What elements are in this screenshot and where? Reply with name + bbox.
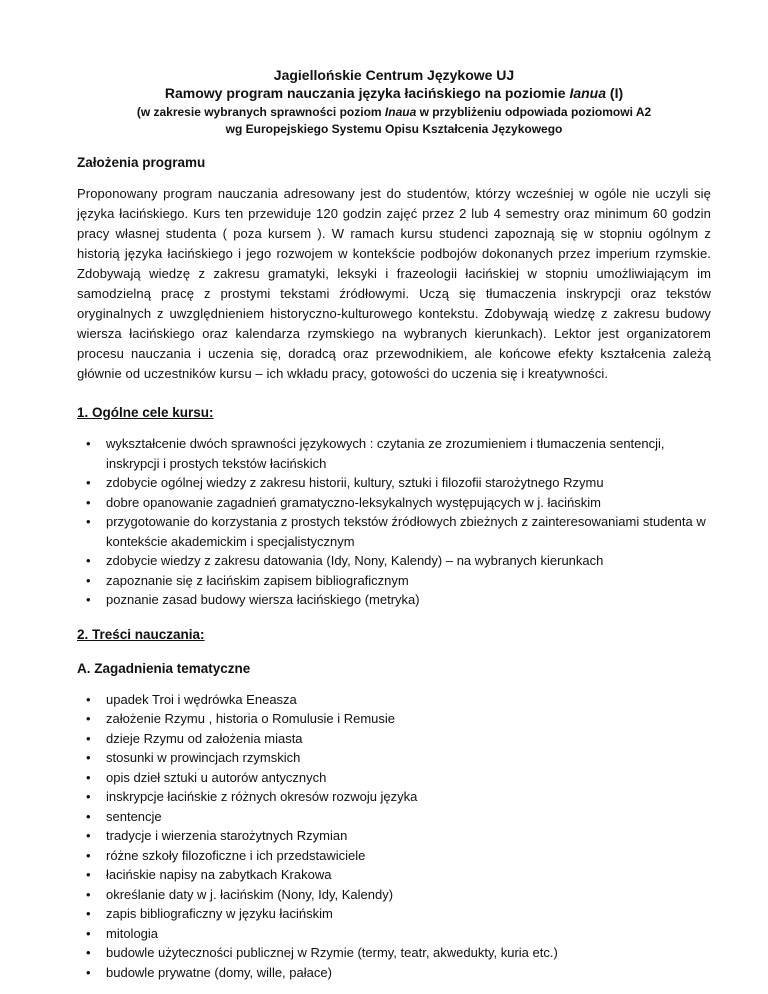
bullet-icon: • — [86, 925, 91, 941]
bullet-icon: • — [86, 886, 91, 902]
list-item-text: zapoznanie się z łacińskim zapisem bibliograficznym — [106, 572, 409, 588]
list-item — [77, 943, 711, 963]
list-item-text: poznanie zasad budowy wiersza łacińskiego (metryka) — [106, 592, 420, 607]
bullet-icon: • — [86, 711, 91, 726]
list-item — [77, 787, 711, 807]
list-item — [77, 590, 711, 610]
list-item-text: różne szkoły filozoficzne i ich przedstawiciele — [106, 847, 366, 863]
subsection-title-tematy: A. Zagadnienia tematyczne — [77, 660, 251, 676]
section-title-cele: 1. Ogólne cele kursu: — [77, 405, 214, 420]
institution-title: Jagiellońskie Centrum Językowe UJ — [273, 67, 515, 83]
list-item — [77, 748, 711, 768]
bullet-icon: • — [86, 964, 91, 980]
list-item — [77, 551, 711, 571]
bullet-icon: • — [86, 730, 91, 746]
list-item-text: dobre opanowanie zagadnień gramatyczno-leksykalnych występujących w j. łacińskim — [106, 494, 601, 510]
bullet-icon: • — [86, 769, 91, 785]
list-item — [77, 512, 711, 551]
list-item-text: zapis bibliograficzny w języku łacińskim — [106, 906, 333, 921]
bullet-icon: • — [86, 789, 91, 804]
bullet-icon: • — [86, 572, 91, 588]
list-item — [77, 473, 711, 493]
list-item — [77, 826, 711, 846]
list-item-text: stosunki w prowincjach rzymskich — [106, 750, 301, 765]
bullet-icon: • — [86, 475, 91, 490]
bullet-icon: • — [86, 691, 91, 707]
section-text-zalozenia: Proponowany program nauczania adresowany jest do studentów, którzy wcześniej w ogóle nie uczyli się języka łacińskiego. Kurs ten przewiduje 120 godzin zajęć przez 2 lub 4 semestry oraz minimum 60 godzin pracy własnej studenta ( poza kursem ). W ramach kursu studenci zapoznają się w stopniu ogólnym z historią języka łacińskiego i jego rozwojem w kontekście podbojów dokonanych przez imperium rzymskie. Zdobywają wiedzę z zakresu gramatyki, leksyki i frazeologii łacińskiej w stopniu umożliwiającym im samodzielną pracę z prostymi tekstami źródłowymi. Uczą się tłumaczenia inskrypcji oraz tekstów oryginalnych z uwzględnieniem historyczno-kulturowego kontekstu. Zdobywają wiedzę z zakresu budowy wiersza łacińskiego oraz kalendarza rzymskiego na wybranych kierunkach). Lektor jest organizatorem procesu nauczania i uczenia się, doradcą oraz przewodnikiem, ale końcowe efekty kształcenia zależą głównie od uczestników kursu – ich wkładu pracy, gotowości do uczenia się i kreatywności. — [77, 186, 711, 381]
list-item — [77, 807, 711, 827]
list-item-text: budowle prywatne (domy, wille, pałace) — [106, 964, 332, 980]
bullet-icon: • — [86, 514, 91, 529]
section-title-zalozenia: Założenia programu — [77, 155, 206, 170]
list-item — [77, 571, 711, 591]
list-item — [77, 493, 711, 513]
bullet-icon: • — [86, 494, 91, 510]
list-item — [77, 690, 711, 710]
cele-list — [77, 434, 711, 610]
bullet-icon: • — [86, 828, 91, 843]
bullet-icon: • — [86, 750, 91, 765]
document-page — [77, 66, 711, 982]
bullet-icon: • — [86, 436, 91, 451]
bullet-icon: • — [86, 906, 91, 921]
list-item — [77, 904, 711, 924]
list-item-text: tradycje i wierzenia starożytnych Rzymian — [106, 828, 348, 843]
framework-note: wg Europejskiego Systemu Opisu Kształcenia Językowego — [225, 122, 563, 136]
list-item — [77, 963, 711, 983]
list-item-text: sentencje — [106, 808, 162, 824]
list-item-text: dzieje Rzymu od założenia miasta — [106, 730, 303, 746]
list-item — [77, 768, 711, 788]
bullet-icon: • — [86, 553, 91, 568]
bullet-icon: • — [86, 945, 91, 960]
program-title: Ramowy program nauczania języka łacińskiego na poziomie Ianua (I) — [164, 85, 624, 101]
list-item-text: wykształcenie dwóch sprawności językowych : czytania ze zrozumieniem i tłumaczenia sentencji, inskrypcji i prostych tekstów łacińskich — [106, 436, 665, 471]
list-item — [77, 709, 711, 729]
list-item — [77, 846, 711, 866]
list-item — [77, 885, 711, 905]
list-item-text: łacińskie napisy na zabytkach Krakowa — [106, 867, 332, 882]
section-title-tresci: 2. Treści nauczania: — [77, 626, 205, 642]
program-level-note: (w zakresie wybranych sprawności poziom Inaua w przybliżeniu odpowiada poziomowi A2 — [136, 105, 652, 119]
list-item-text: założenie Rzymu , historia o Romulusie i Remusie — [106, 711, 396, 726]
program-level-name: Ianua — [569, 85, 607, 101]
list-item-text: określanie daty w j. łacińskim (Nony, Idy, Kalendy) — [106, 886, 394, 902]
list-item — [77, 924, 711, 944]
list-item-text: zdobycie wiedzy z zakresu datowania (Idy, Nony, Kalendy) – na wybranych kierunkach — [106, 553, 604, 568]
list-item-text: zdobycie ogólnej wiedzy z zakresu historii, kultury, sztuki i filozofii starożytnego Rzymu — [106, 475, 604, 490]
list-item-text: upadek Troi i wędrówka Eneasza — [106, 691, 297, 707]
list-item-text: inskrypcje łacińskie z różnych okresów rozwoju języka — [106, 789, 418, 804]
list-item-text: opis dzieł sztuki u autorów antycznych — [106, 769, 327, 785]
bullet-icon: • — [86, 808, 91, 824]
list-item-text: budowle użyteczności publicznej w Rzymie (termy, teatr, akwedukty, kuria etc.) — [106, 945, 558, 960]
bullet-icon: • — [86, 867, 91, 882]
list-item-text: mitologia — [106, 925, 159, 941]
list-item — [77, 434, 711, 473]
list-item-text: przygotowanie do korzystania z prostych tekstów źródłowych zbieżnych z zainteresowaniami studenta w kontekście akademickim i specjalistycznym — [106, 514, 706, 549]
bullet-icon: • — [86, 592, 91, 607]
list-item — [77, 865, 711, 885]
tresci-list — [77, 690, 711, 983]
bullet-icon: • — [86, 847, 91, 863]
list-item — [77, 729, 711, 749]
level-name-inline: Inaua — [384, 105, 417, 119]
